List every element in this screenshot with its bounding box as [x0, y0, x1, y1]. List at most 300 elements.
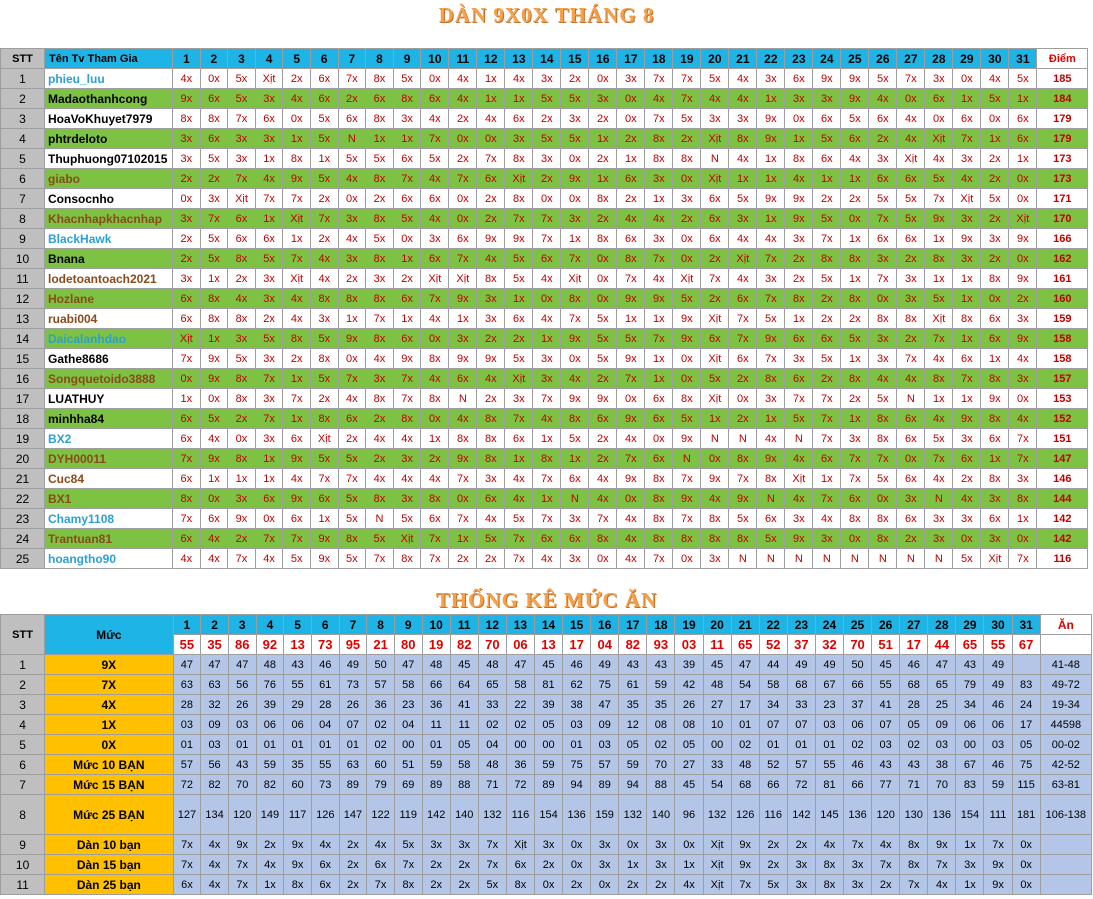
- day-cell: 2x: [617, 189, 645, 209]
- day-cell: 1x: [393, 249, 421, 269]
- stats-cell: 0x: [534, 875, 562, 895]
- day-cell: 1x: [421, 429, 449, 449]
- day-cell: 6x: [393, 149, 421, 169]
- member-name: Songquetoido3888: [45, 369, 173, 389]
- stats-cell: 0x: [563, 855, 591, 875]
- stats-cell: 05: [900, 715, 928, 735]
- stats-cell: 47: [928, 655, 956, 675]
- stats-level-label: Mức 15 BẠN: [45, 775, 173, 795]
- stats-cell: 41: [450, 695, 478, 715]
- stats-cell: 09: [928, 715, 956, 735]
- stats-cell: 4x: [311, 835, 339, 855]
- result-number: 19: [422, 635, 450, 655]
- day-cell: 4x: [533, 549, 561, 569]
- day-cell: 6x: [338, 109, 366, 129]
- day-cell: N: [701, 429, 729, 449]
- day-cell: 0x: [981, 289, 1009, 309]
- stats-row-stt: 5: [1, 735, 45, 755]
- day-cell: 7x: [533, 389, 561, 409]
- day-cell: 8x: [729, 129, 757, 149]
- stats-cell: 03: [872, 735, 900, 755]
- stats-cell: 154: [956, 795, 984, 835]
- day-cell: 3x: [701, 549, 729, 569]
- day-cell: 2x: [366, 409, 394, 429]
- day-cell: N: [785, 429, 813, 449]
- day-cell: 8x: [366, 289, 394, 309]
- stats-cell: 43: [900, 755, 928, 775]
- day-cell: 5x: [477, 529, 505, 549]
- result-number: 82: [450, 635, 478, 655]
- day-cell: 5x: [366, 229, 394, 249]
- day-cell: 7x: [533, 469, 561, 489]
- col-day: 3: [228, 49, 256, 69]
- stats-cell: 45: [450, 655, 478, 675]
- stats-cell: 37: [844, 695, 872, 715]
- stats-cell: 47: [731, 655, 759, 675]
- day-cell: 6x: [173, 309, 201, 329]
- day-cell: 2x: [701, 289, 729, 309]
- row-stt: 4: [1, 129, 45, 149]
- day-cell: 0x: [393, 229, 421, 249]
- day-cell: 7x: [393, 389, 421, 409]
- day-cell: 1x: [981, 129, 1009, 149]
- day-cell: 8x: [729, 449, 757, 469]
- result-number: 13: [534, 635, 562, 655]
- day-cell: 7x: [228, 549, 256, 569]
- day-cell: 1x: [981, 349, 1009, 369]
- day-cell: 8x: [477, 409, 505, 429]
- stats-cell: 1x: [619, 855, 647, 875]
- day-cell: 9x: [200, 349, 228, 369]
- day-cell: 3x: [645, 169, 673, 189]
- table-row: [1, 149, 1088, 169]
- day-cell: 5x: [561, 429, 589, 449]
- stats-cell: 94: [563, 775, 591, 795]
- day-cell: 0x: [617, 389, 645, 409]
- result-number: 55: [984, 635, 1012, 655]
- day-cell: 3x: [173, 129, 201, 149]
- stats-table: [0, 614, 1092, 895]
- table-row: [1, 429, 1088, 449]
- row-score: 173: [1037, 169, 1088, 189]
- stats-cell: 17: [731, 695, 759, 715]
- day-cell: 9x: [200, 369, 228, 389]
- day-cell: 9x: [449, 449, 477, 469]
- day-cell: 6x: [310, 89, 338, 109]
- day-cell: 4x: [228, 289, 256, 309]
- day-cell: 8x: [310, 409, 338, 429]
- day-cell: 5x: [561, 129, 589, 149]
- result-number: 06: [506, 635, 534, 655]
- day-cell: 3x: [869, 149, 897, 169]
- day-cell: 3x: [228, 129, 256, 149]
- day-cell: 0x: [338, 189, 366, 209]
- day-cell: 6x: [1009, 109, 1037, 129]
- stats-cell: 65: [928, 675, 956, 695]
- row-stt: 25: [1, 549, 45, 569]
- day-cell: 1x: [953, 89, 981, 109]
- stats-cell: 48: [731, 755, 759, 775]
- col-day: 14: [533, 49, 561, 69]
- stats-cell: 55: [815, 755, 843, 775]
- stats-cell: 26: [228, 695, 256, 715]
- day-cell: 5x: [200, 229, 228, 249]
- day-cell: 4x: [645, 209, 673, 229]
- day-cell: N: [869, 549, 897, 569]
- day-cell: 4x: [338, 229, 366, 249]
- stats-cell: 9x: [928, 835, 956, 855]
- day-cell: 1x: [505, 449, 533, 469]
- stats-cell: 02: [844, 735, 872, 755]
- stats-cell: 136: [563, 795, 591, 835]
- stats-cell: 22: [506, 695, 534, 715]
- day-cell: 3x: [366, 269, 394, 289]
- day-cell: 1x: [1009, 509, 1037, 529]
- result-number: 11: [703, 635, 731, 655]
- day-cell: 9x: [785, 529, 813, 549]
- day-cell: 8x: [200, 309, 228, 329]
- stats-col-day: 8: [367, 615, 395, 635]
- day-cell: 6x: [533, 529, 561, 549]
- day-cell: 7x: [897, 69, 925, 89]
- day-cell: 8x: [981, 469, 1009, 489]
- day-cell: 7x: [673, 69, 701, 89]
- result-number: 52: [759, 635, 787, 655]
- day-cell: 8x: [366, 249, 394, 269]
- day-cell: 6x: [897, 509, 925, 529]
- day-cell: 1x: [561, 449, 589, 469]
- day-cell: 4x: [310, 249, 338, 269]
- stats-col-day: 1: [173, 615, 201, 635]
- day-cell: 3x: [173, 269, 201, 289]
- day-cell: 7x: [449, 509, 477, 529]
- stats-col-day: 31: [1012, 615, 1040, 635]
- table-row: [1, 89, 1088, 109]
- day-cell: 8x: [338, 529, 366, 549]
- stats-cell: 89: [339, 775, 367, 795]
- stats-cell: 142: [787, 795, 815, 835]
- day-cell: 3x: [200, 189, 228, 209]
- table-row: [1, 349, 1088, 369]
- day-cell: 8x: [841, 369, 869, 389]
- day-cell: 5x: [310, 329, 338, 349]
- stats-cell: 4x: [256, 855, 284, 875]
- day-cell: 8x: [228, 449, 256, 469]
- stats-cell: 2x: [256, 835, 284, 855]
- day-cell: 5x: [869, 69, 897, 89]
- row-stt: 22: [1, 489, 45, 509]
- stats-col-day: 16: [591, 615, 619, 635]
- day-cell: 5x: [228, 69, 256, 89]
- stats-cell: 2x: [422, 855, 450, 875]
- stats-cell: 127: [173, 795, 201, 835]
- stats-cell: 58: [759, 675, 787, 695]
- stats-cell: 7x: [872, 855, 900, 875]
- col-day: 2: [200, 49, 228, 69]
- row-score: 157: [1037, 369, 1088, 389]
- day-cell: 6x: [981, 309, 1009, 329]
- stats-col-day: 13: [506, 615, 534, 635]
- day-cell: 2x: [897, 249, 925, 269]
- stats-cell: 02: [900, 735, 928, 755]
- day-cell: 6x: [785, 369, 813, 389]
- day-cell: 9x: [673, 489, 701, 509]
- stats-cell: 1x: [956, 875, 984, 895]
- day-cell: 5x: [673, 289, 701, 309]
- stats-cell: 48: [478, 655, 506, 675]
- stats-cell: 09: [201, 715, 229, 735]
- day-cell: 3x: [785, 509, 813, 529]
- day-cell: 7x: [255, 189, 283, 209]
- day-cell: 5x: [953, 549, 981, 569]
- day-cell: 5x: [283, 549, 311, 569]
- day-cell: 9x: [925, 209, 953, 229]
- day-cell: 3x: [925, 69, 953, 89]
- stats-cell: 61: [311, 675, 339, 695]
- day-cell: 5x: [338, 149, 366, 169]
- day-cell: 1x: [338, 309, 366, 329]
- day-cell: 8x: [393, 89, 421, 109]
- stats-cell: 35: [619, 695, 647, 715]
- stats-cell: 3x: [844, 855, 872, 875]
- day-cell: 7x: [701, 269, 729, 289]
- day-cell: N: [449, 389, 477, 409]
- stats-cell: 3x: [844, 875, 872, 895]
- stats-cell: 7x: [228, 875, 256, 895]
- stats-cell: 7x: [928, 855, 956, 875]
- day-cell: Xịt: [785, 469, 813, 489]
- row-stt: 11: [1, 269, 45, 289]
- day-cell: 6x: [813, 109, 841, 129]
- stats-col-day: 24: [815, 615, 843, 635]
- day-cell: 0x: [673, 249, 701, 269]
- row-stt: 17: [1, 389, 45, 409]
- day-cell: 0x: [283, 109, 311, 129]
- day-cell: 9x: [729, 489, 757, 509]
- day-cell: Xịt: [897, 149, 925, 169]
- day-cell: 6x: [200, 129, 228, 149]
- stats-cell: 2x: [647, 875, 675, 895]
- day-cell: 7x: [421, 529, 449, 549]
- day-cell: 4x: [173, 69, 201, 89]
- stats-cell: 01: [422, 735, 450, 755]
- day-cell: 0x: [925, 109, 953, 129]
- day-cell: 7x: [813, 229, 841, 249]
- day-cell: 6x: [228, 209, 256, 229]
- day-cell: N: [561, 489, 589, 509]
- day-cell: 8x: [645, 529, 673, 549]
- stats-cell: 134: [201, 795, 229, 835]
- stats-cell: 50: [844, 655, 872, 675]
- day-cell: 6x: [505, 429, 533, 449]
- day-cell: 6x: [617, 169, 645, 189]
- day-cell: 3x: [869, 349, 897, 369]
- result-number: 32: [815, 635, 843, 655]
- day-cell: 2x: [729, 409, 757, 429]
- day-cell: N: [338, 129, 366, 149]
- day-cell: 7x: [813, 429, 841, 449]
- day-cell: 8x: [310, 289, 338, 309]
- stats-col-day: 21: [731, 615, 759, 635]
- day-cell: 2x: [283, 69, 311, 89]
- day-cell: 2x: [310, 229, 338, 249]
- day-cell: 3x: [729, 109, 757, 129]
- row-score: 158: [1037, 329, 1088, 349]
- stats-cell: 88: [450, 775, 478, 795]
- day-cell: 0x: [589, 249, 617, 269]
- stats-cell: 01: [563, 735, 591, 755]
- day-cell: N: [925, 549, 953, 569]
- day-cell: 8x: [869, 509, 897, 529]
- day-cell: 8x: [393, 549, 421, 569]
- day-cell: 4x: [897, 129, 925, 149]
- day-cell: 3x: [953, 249, 981, 269]
- day-cell: 1x: [310, 149, 338, 169]
- stats-cell: 43: [647, 655, 675, 675]
- stats-cell: 39: [256, 695, 284, 715]
- day-cell: 0x: [729, 389, 757, 409]
- stats-cell: 49: [984, 655, 1012, 675]
- stats-cell: 06: [984, 715, 1012, 735]
- day-cell: 7x: [505, 209, 533, 229]
- stats-cell: 11: [422, 715, 450, 735]
- col-day: 11: [449, 49, 477, 69]
- day-cell: 1x: [589, 169, 617, 189]
- day-cell: 4x: [589, 489, 617, 509]
- col-day: 4: [255, 49, 283, 69]
- row-score: 147: [1037, 449, 1088, 469]
- day-cell: 2x: [981, 169, 1009, 189]
- stats-cell: 57: [787, 755, 815, 775]
- day-cell: 7x: [673, 469, 701, 489]
- day-cell: 2x: [589, 449, 617, 469]
- day-cell: 9x: [477, 229, 505, 249]
- stats-header-row: [1, 615, 1092, 635]
- day-cell: 5x: [869, 189, 897, 209]
- table-row: [1, 529, 1088, 549]
- day-cell: 3x: [785, 89, 813, 109]
- stats-cell: 23: [394, 695, 422, 715]
- stats-cell: 05: [675, 735, 703, 755]
- stats-cell: 03: [563, 715, 591, 735]
- row-score: 160: [1037, 289, 1088, 309]
- day-cell: 0x: [673, 229, 701, 249]
- stats-cell: 66: [759, 775, 787, 795]
- col-day: 27: [897, 49, 925, 69]
- stats-cell: 17: [1012, 715, 1040, 735]
- stats-cell: 120: [228, 795, 256, 835]
- day-cell: 8x: [366, 209, 394, 229]
- result-number: 80: [394, 635, 422, 655]
- stats-cell: 46: [311, 655, 339, 675]
- day-cell: 8x: [981, 409, 1009, 429]
- day-cell: 1x: [393, 309, 421, 329]
- day-cell: 5x: [200, 249, 228, 269]
- day-cell: 6x: [869, 229, 897, 249]
- day-cell: 4x: [310, 269, 338, 289]
- stats-cell: 7x: [478, 835, 506, 855]
- stats-cell: 54: [703, 775, 731, 795]
- day-cell: 4x: [200, 429, 228, 449]
- day-cell: 5x: [925, 289, 953, 309]
- stats-cell: 3x: [534, 835, 562, 855]
- day-cell: 4x: [617, 509, 645, 529]
- stats-range: 44598: [1040, 715, 1091, 735]
- stats-col-day: 14: [534, 615, 562, 635]
- day-cell: 7x: [283, 189, 311, 209]
- day-cell: 7x: [757, 349, 785, 369]
- day-cell: 4x: [505, 469, 533, 489]
- day-cell: 0x: [421, 69, 449, 89]
- stats-cell: 120: [872, 795, 900, 835]
- stats-cell: 3x: [787, 855, 815, 875]
- day-cell: 8x: [310, 349, 338, 369]
- day-cell: 2x: [533, 109, 561, 129]
- table-row: [1, 249, 1088, 269]
- day-cell: 9x: [841, 89, 869, 109]
- stats-row-stt: 4: [1, 715, 45, 735]
- day-cell: 2x: [813, 369, 841, 389]
- day-cell: 4x: [421, 109, 449, 129]
- day-cell: 7x: [561, 309, 589, 329]
- day-cell: 4x: [701, 89, 729, 109]
- day-cell: 3x: [1009, 369, 1037, 389]
- stats-cell: 48: [478, 755, 506, 775]
- stats-cell: 00: [394, 735, 422, 755]
- stats-cell: 47: [394, 655, 422, 675]
- day-cell: 7x: [645, 549, 673, 569]
- row-score: 173: [1037, 149, 1088, 169]
- stats-cell: 4x: [201, 855, 229, 875]
- day-cell: 6x: [645, 389, 673, 409]
- stats-col-day: 20: [703, 615, 731, 635]
- stats-cell: 33: [787, 695, 815, 715]
- col-day: 24: [813, 49, 841, 69]
- stats-cell: 2x: [563, 875, 591, 895]
- day-cell: 3x: [533, 369, 561, 389]
- stats-cell: 57: [591, 755, 619, 775]
- stats-cell: 07: [787, 715, 815, 735]
- stats-cell: 7x: [173, 835, 201, 855]
- day-cell: 6x: [869, 169, 897, 189]
- day-cell: 4x: [953, 489, 981, 509]
- result-number: 82: [619, 635, 647, 655]
- member-name: Consocnho: [45, 189, 173, 209]
- day-cell: 6x: [785, 329, 813, 349]
- row-score: 161: [1037, 269, 1088, 289]
- day-cell: 7x: [421, 549, 449, 569]
- stats-cell: 03: [201, 735, 229, 755]
- row-score: 179: [1037, 109, 1088, 129]
- day-cell: 4x: [393, 469, 421, 489]
- row-score: 166: [1037, 229, 1088, 249]
- day-cell: 5x: [1009, 69, 1037, 89]
- stats-cell: 01: [731, 715, 759, 735]
- result-number: 44: [928, 635, 956, 655]
- day-cell: 5x: [813, 209, 841, 229]
- stats-cell: 8x: [506, 875, 534, 895]
- member-name: Cuc84: [45, 469, 173, 489]
- day-cell: 7x: [505, 529, 533, 549]
- day-cell: 0x: [701, 449, 729, 469]
- day-cell: 9x: [1009, 329, 1037, 349]
- day-cell: 7x: [173, 349, 201, 369]
- stats-cell: 03: [173, 715, 201, 735]
- day-cell: 0x: [173, 189, 201, 209]
- day-cell: 9x: [617, 409, 645, 429]
- day-cell: 9x: [953, 409, 981, 429]
- row-stt: 1: [1, 69, 45, 89]
